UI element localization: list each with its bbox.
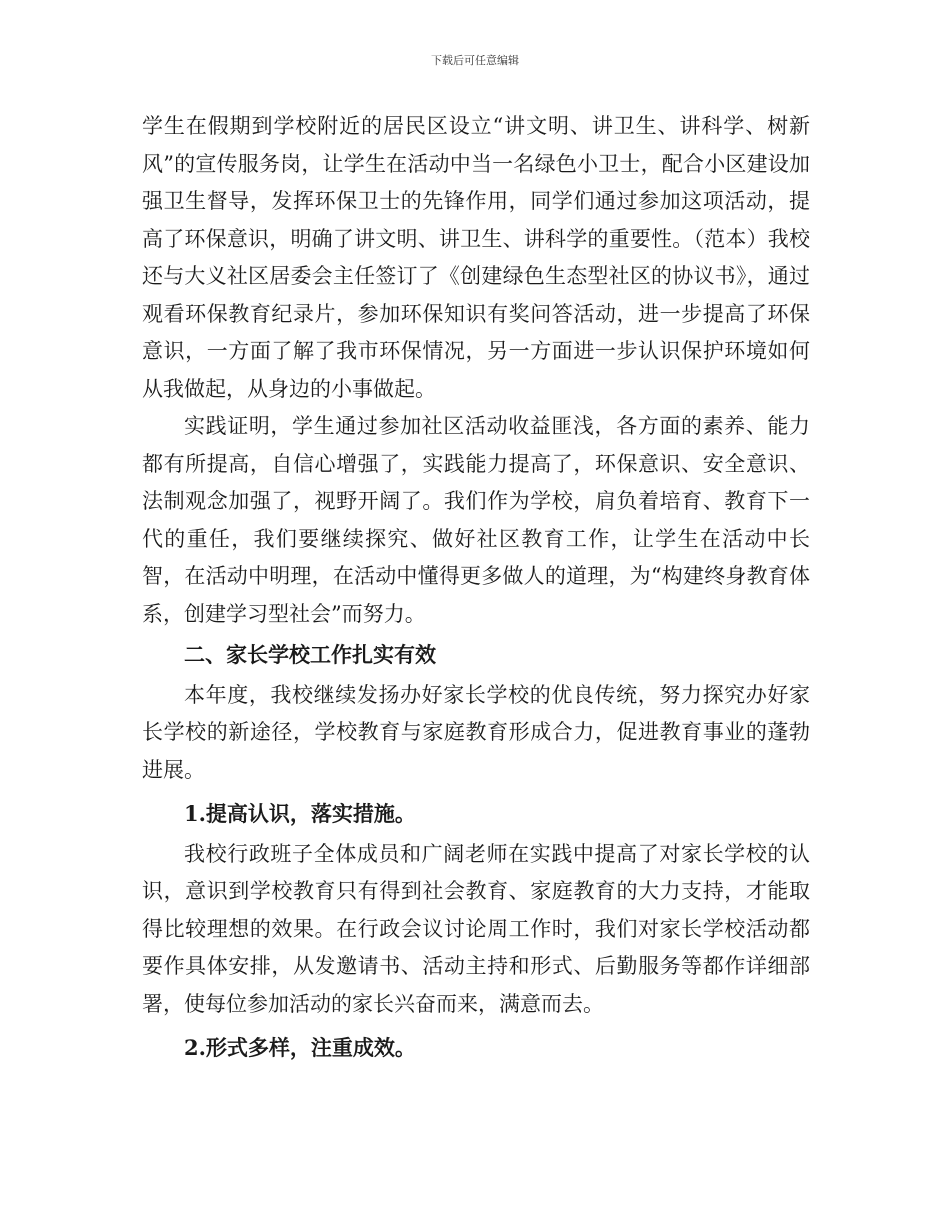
body-paragraph-2: 实践证明，学生通过参加社区活动收益匪浅，各方面的素养、能力都有所提高，自信心增强了，实践能力提高了，环保意识、安全意识、法制观念加强了，视野开阔了。我们作为学校，肩负着培育、教育下一代的重任，我们要继续探究、做好社区教育工作，让学生在活动中长智，在活动中明理，在活动中懂得更多做人的道理，为“构建终身教育体系，创建学习型社会”而努力。: [142, 414, 810, 626]
body-paragraph-4: 我校行政班子全体成员和广阔老师在实践中提高了对家长学校的认识，意识到学校教育只有得到社会教育、家庭教育的大力支持，才能取得比较理想的效果。在行政会议讨论周工作时，我们对家长学校活动都要作具体安排，从发邀请书、活动主持和形式、后勤服务等都作详细部署，使每位参加活动的家长兴奋而来，满意而去。: [142, 841, 810, 1016]
body-paragraph-1: 学生在假期到学校附近的居民区设立“讲文明、讲卫生、讲科学、树新风”的宣传服务岗，让学生在活动中当一名绿色小卫士，配合小区建设加强卫生督导，发挥环保卫士的先锋作用，同学们通过参加这项活动，提高了环保意识，明确了讲文明、讲卫生、讲科学的重要性。（范本）我校还与大义社区居委会主任签订了《创建绿色生态型社区的协议书》，通过观看环保教育纪录片，参加环保知识有奖问答活动，进一步提高了环保意识，一方面了解了我市环保情况，另一方面进一步认识保护环境如何从我做起，从身边的小事做起。: [142, 114, 810, 401]
body-paragraph-3: 本年度，我校继续发扬办好家长学校的优良传统，努力探究办好家长学校的新途径，学校教育与家庭教育形成合力，促进教育事业的蓬勃进展。: [142, 682, 810, 782]
page-header-note: 下载后可任意编辑: [431, 54, 519, 67]
subheading-2: 2.形式多样，注重成效。: [184, 1035, 416, 1060]
section-heading-parent-school: 二、家长学校工作扎实有效: [184, 642, 436, 667]
subheading-1: 1.提高认识，落实措施。: [184, 801, 416, 826]
document-body: [142, 108, 810, 1067]
